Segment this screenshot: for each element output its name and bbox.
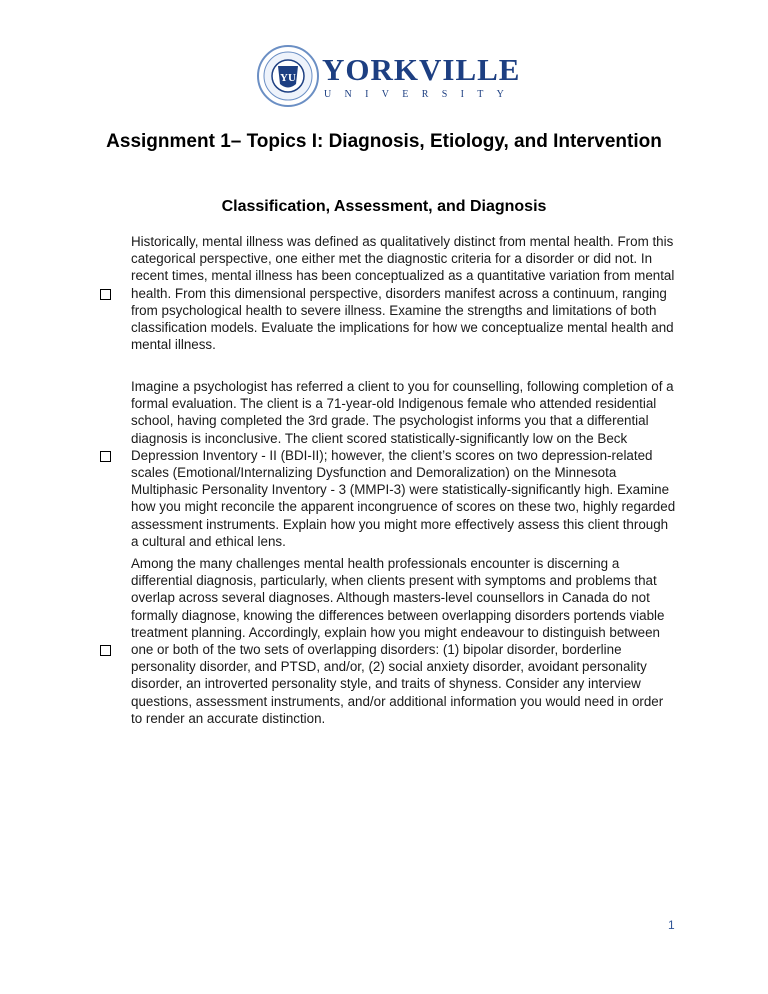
logo-subtitle-letter: I xyxy=(365,89,369,100)
logo-subtitle-letter: S xyxy=(441,89,448,100)
seal-monogram: YU xyxy=(280,72,296,84)
task-text: Imagine a psychologist has referred a client to you for counselling, following completion of a formal evaluation. The client is a 71-year-old Indigenous female who attended residential school, having completed the 3rd grade. The psychologist informs you that a differential diagnosis is inconclusive. The client scored statistically-significantly low on the Beck Depression Inventory - II (BDI-II); however, the client’s scores on two depression-related scales (Emotional/Internalizing Dysfunction and Demoralization) on the Minnesota Multiphasic Personality Inventory - 3 (MMPI-3) were statistically-significantly high. Examine how you might reconcile the apparent incongruence of scores on these two, highly regarded assessment instruments. Explain how you might more effectively assess this client through a cultural and ethical lens. xyxy=(131,379,676,549)
task-checkbox[interactable] xyxy=(100,289,111,300)
task-text: Historically, mental illness was defined as qualitatively distinct from mental health. From this categorical perspective, one either met the diagnostic criteria for a disorder or did not. In recent times, mental illness has been conceptualized as a quantitative variation from mental health. From this dimensional perspective, disorders manifest across a continuum, ranging from psychological health to severe illness. Examine the strengths and limitations of both classification models. Evaluate the implications for how we conceptualize mental health and mental illness. xyxy=(131,234,675,353)
yorkville-university-logo xyxy=(256,44,521,110)
logo-subtitle-letter: E xyxy=(402,89,409,100)
logo-subtitle xyxy=(324,90,504,100)
logo-subtitle-letter: R xyxy=(421,89,429,100)
logo-wordmark: YORKVILLE xyxy=(322,52,521,87)
university-seal-icon xyxy=(256,44,320,108)
task-checkbox[interactable] xyxy=(100,451,111,462)
logo-subtitle-letter: Y xyxy=(496,89,504,100)
logo-subtitle-letter: N xyxy=(344,89,352,100)
page-number: 1 xyxy=(668,918,675,932)
task-text: Among the many challenges mental health professionals encounter is discerning a differential diagnosis, particularly, when clients present with symptoms and problems that overlap across several diagnoses. Although masters-level counsellors in Canada do not formally diagnose, knowing the differences between overlapping disorders portends viable treatment planning. Accordingly, explain how you might endeavour to distinguish between one or both of the two sets of overlapping disorders: (1) bipolar disorder, borderline personality disorder, and PTSD, and/or, (2) social anxiety disorder, avoidant personality disorder, an introverted personality style, and traits of shyness. Consider any interview questions, assessment instruments, and/or additional information you would need in order to render an accurate distinction. xyxy=(131,556,665,726)
logo-subtitle-letter: U xyxy=(324,89,332,100)
logo-subtitle-letter: T xyxy=(477,89,484,100)
task-checkbox[interactable] xyxy=(100,645,111,656)
section-heading: Classification, Assessment, and Diagnosis xyxy=(221,198,547,215)
logo-subtitle-letter: V xyxy=(381,89,389,100)
logo-subtitle-letter: I xyxy=(460,89,464,100)
assignment-title: Assignment 1– Topics I: Diagnosis, Etiology, and Intervention xyxy=(106,131,662,152)
